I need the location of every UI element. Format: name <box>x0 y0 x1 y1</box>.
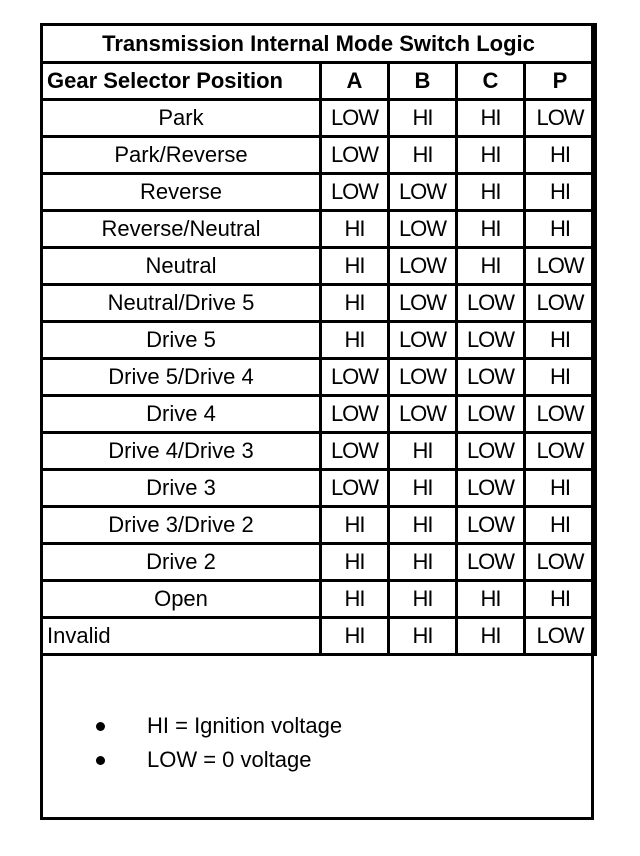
value-cell-b: HI <box>389 581 457 618</box>
gear-position-cell: Drive 3/Drive 2 <box>42 507 321 544</box>
table-row <box>42 211 596 248</box>
value-cell-p: LOW <box>525 396 596 433</box>
table-row <box>42 544 596 581</box>
mode-switch-logic-table <box>40 23 597 656</box>
table-row <box>42 285 596 322</box>
table-row <box>42 248 596 285</box>
table-row <box>42 470 596 507</box>
value-cell-a: LOW <box>321 396 389 433</box>
gear-position-cell: Park <box>42 100 321 137</box>
gear-position-cell: Reverse/Neutral <box>42 211 321 248</box>
value-cell-b: HI <box>389 137 457 174</box>
table-row <box>42 396 596 433</box>
value-cell-c: LOW <box>457 322 525 359</box>
value-cell-p: LOW <box>525 544 596 581</box>
legend <box>43 704 591 817</box>
gear-position-cell: Neutral <box>42 248 321 285</box>
gear-position-cell: Park/Reverse <box>42 137 321 174</box>
value-cell-c: HI <box>457 174 525 211</box>
value-cell-p: LOW <box>525 433 596 470</box>
value-cell-p: HI <box>525 211 596 248</box>
gear-position-cell: Neutral/Drive 5 <box>42 285 321 322</box>
value-cell-c: HI <box>457 100 525 137</box>
value-cell-a: HI <box>321 322 389 359</box>
table-row <box>42 507 596 544</box>
legend-item-low <box>43 745 591 775</box>
value-cell-p: HI <box>525 507 596 544</box>
gear-position-cell: Reverse <box>42 174 321 211</box>
table-row <box>42 433 596 470</box>
table-body <box>42 100 596 655</box>
value-cell-a: LOW <box>321 433 389 470</box>
value-cell-c: LOW <box>457 507 525 544</box>
value-cell-a: LOW <box>321 359 389 396</box>
value-cell-c: LOW <box>457 359 525 396</box>
value-cell-b: HI <box>389 433 457 470</box>
value-cell-b: LOW <box>389 248 457 285</box>
gear-position-cell: Drive 4 <box>42 396 321 433</box>
value-cell-a: HI <box>321 507 389 544</box>
table-title: Transmission Internal Mode Switch Logic <box>42 25 596 63</box>
value-cell-p: LOW <box>525 285 596 322</box>
value-cell-b: LOW <box>389 211 457 248</box>
value-cell-a: HI <box>321 248 389 285</box>
gear-position-cell: Invalid <box>42 618 321 655</box>
value-cell-p: HI <box>525 322 596 359</box>
value-cell-c: LOW <box>457 285 525 322</box>
value-cell-a: HI <box>321 581 389 618</box>
value-cell-c: HI <box>457 248 525 285</box>
gear-position-cell: Open <box>42 581 321 618</box>
value-cell-c: HI <box>457 137 525 174</box>
table-row <box>42 359 596 396</box>
column-header-c: C <box>457 63 525 100</box>
value-cell-c: HI <box>457 581 525 618</box>
value-cell-p: LOW <box>525 100 596 137</box>
value-cell-b: HI <box>389 618 457 655</box>
value-cell-p: LOW <box>525 618 596 655</box>
legend-text: HI = Ignition voltage <box>147 713 343 738</box>
gear-position-cell: Drive 5 <box>42 322 321 359</box>
value-cell-b: HI <box>389 100 457 137</box>
value-cell-c: HI <box>457 211 525 248</box>
column-header-b: B <box>389 63 457 100</box>
value-cell-b: HI <box>389 507 457 544</box>
table-row <box>42 100 596 137</box>
bullet-icon <box>96 722 105 731</box>
table-row <box>42 174 596 211</box>
value-cell-p: HI <box>525 470 596 507</box>
gear-position-cell: Drive 2 <box>42 544 321 581</box>
value-cell-b: LOW <box>389 396 457 433</box>
value-cell-a: LOW <box>321 100 389 137</box>
table-title-row <box>42 25 596 63</box>
value-cell-c: LOW <box>457 396 525 433</box>
value-cell-a: HI <box>321 285 389 322</box>
value-cell-a: HI <box>321 211 389 248</box>
table-row <box>42 618 596 655</box>
value-cell-c: LOW <box>457 544 525 581</box>
bullet-icon <box>96 756 105 765</box>
column-header-a: A <box>321 63 389 100</box>
value-cell-c: LOW <box>457 433 525 470</box>
value-cell-a: LOW <box>321 174 389 211</box>
table-header-row <box>42 63 596 100</box>
value-cell-p: LOW <box>525 248 596 285</box>
column-header-gear-position: Gear Selector Position <box>42 63 321 100</box>
value-cell-p: HI <box>525 359 596 396</box>
value-cell-c: LOW <box>457 470 525 507</box>
gear-position-cell: Drive 4/Drive 3 <box>42 433 321 470</box>
value-cell-a: HI <box>321 544 389 581</box>
table-row <box>42 137 596 174</box>
value-cell-b: HI <box>389 470 457 507</box>
table-row <box>42 322 596 359</box>
gear-position-cell: Drive 5/Drive 4 <box>42 359 321 396</box>
value-cell-b: LOW <box>389 285 457 322</box>
value-cell-a: HI <box>321 618 389 655</box>
value-cell-p: HI <box>525 174 596 211</box>
value-cell-b: LOW <box>389 322 457 359</box>
value-cell-p: HI <box>525 581 596 618</box>
legend-item-hi <box>43 711 591 741</box>
value-cell-b: LOW <box>389 174 457 211</box>
value-cell-c: HI <box>457 618 525 655</box>
column-header-p: P <box>525 63 596 100</box>
gear-position-cell: Drive 3 <box>42 470 321 507</box>
table-row <box>42 581 596 618</box>
value-cell-a: LOW <box>321 470 389 507</box>
value-cell-b: LOW <box>389 359 457 396</box>
value-cell-p: HI <box>525 137 596 174</box>
value-cell-b: HI <box>389 544 457 581</box>
legend-text: LOW = 0 voltage <box>147 747 312 772</box>
value-cell-a: LOW <box>321 137 389 174</box>
